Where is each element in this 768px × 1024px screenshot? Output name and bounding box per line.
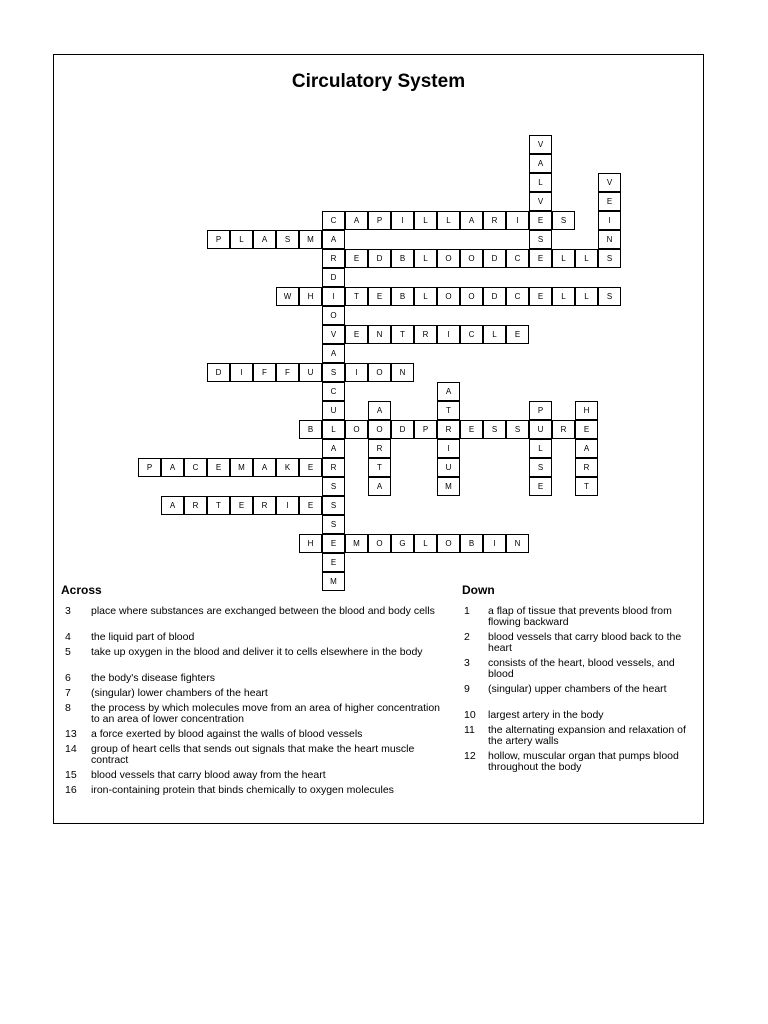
grid-cell: M — [345, 534, 368, 553]
grid-cell: S — [598, 287, 621, 306]
grid-cell: R — [368, 439, 391, 458]
clue-number: 3 — [65, 605, 71, 617]
clue-number: 12 — [464, 750, 476, 762]
grid-cell: O — [460, 249, 483, 268]
grid-cell: R — [552, 420, 575, 439]
grid-cell: O — [437, 249, 460, 268]
clue-text: blood vessels that carry blood back to the heart — [488, 631, 682, 654]
grid-cell: B — [391, 287, 414, 306]
grid-cell: S — [529, 230, 552, 249]
grid-cell: L — [230, 230, 253, 249]
grid-cell: O — [437, 287, 460, 306]
grid-cell: L — [552, 249, 575, 268]
grid-cell: V — [322, 325, 345, 344]
grid-cell: N — [598, 230, 621, 249]
grid-cell: S — [529, 458, 552, 477]
grid-cell: I — [230, 363, 253, 382]
grid-cell: B — [460, 534, 483, 553]
grid-cell: H — [299, 534, 322, 553]
clue-number: 16 — [65, 784, 77, 796]
grid-cell: U — [322, 401, 345, 420]
grid-cell: S — [322, 515, 345, 534]
grid-cell: F — [253, 363, 276, 382]
grid-cell: E — [598, 192, 621, 211]
grid-cell: C — [184, 458, 207, 477]
grid-cell: E — [529, 477, 552, 496]
clue-text: the alternating expansion and relaxation of the artery walls — [488, 724, 686, 747]
clue-text: blood vessels that carry blood away from the heart — [91, 769, 326, 781]
grid-cell: D — [207, 363, 230, 382]
grid-cell: E — [345, 325, 368, 344]
grid-cell: E — [322, 534, 345, 553]
grid-cell: E — [506, 325, 529, 344]
grid-cell: N — [391, 363, 414, 382]
grid-cell: A — [161, 496, 184, 515]
clue-text: (singular) upper chambers of the heart — [488, 683, 667, 695]
grid-cell: O — [437, 534, 460, 553]
clue-number: 7 — [65, 687, 71, 699]
grid-cell: S — [483, 420, 506, 439]
grid-cell: E — [529, 287, 552, 306]
grid-cell: T — [368, 458, 391, 477]
grid-cell: R — [184, 496, 207, 515]
grid-cell: D — [322, 268, 345, 287]
grid-cell: L — [575, 249, 598, 268]
grid-cell: I — [322, 287, 345, 306]
grid-cell: A — [575, 439, 598, 458]
grid-cell: R — [575, 458, 598, 477]
grid-cell: V — [529, 135, 552, 154]
clue-number: 15 — [65, 769, 77, 781]
grid-cell: A — [322, 439, 345, 458]
grid-cell: L — [552, 287, 575, 306]
grid-cell: C — [460, 325, 483, 344]
grid-cell: M — [437, 477, 460, 496]
clue-text: (singular) lower chambers of the heart — [91, 687, 268, 699]
grid-cell: E — [299, 496, 322, 515]
grid-cell: I — [598, 211, 621, 230]
grid-cell: P — [414, 420, 437, 439]
grid-cell: I — [437, 325, 460, 344]
grid-cell: S — [276, 230, 299, 249]
grid-cell: O — [460, 287, 483, 306]
grid-cell: S — [552, 211, 575, 230]
clue-text: group of heart cells that sends out signals that make the heart muscle contract — [91, 743, 415, 766]
grid-cell: A — [437, 382, 460, 401]
grid-cell: A — [368, 477, 391, 496]
grid-cell: C — [322, 382, 345, 401]
grid-cell: S — [322, 363, 345, 382]
clue-number: 9 — [464, 683, 470, 695]
grid-cell: H — [299, 287, 322, 306]
grid-cell: E — [460, 420, 483, 439]
clue-number: 8 — [65, 702, 71, 714]
worksheet-frame — [53, 54, 704, 824]
grid-cell: L — [414, 534, 437, 553]
grid-cell: N — [506, 534, 529, 553]
grid-cell: H — [575, 401, 598, 420]
clue-number: 13 — [65, 728, 77, 740]
grid-cell: R — [483, 211, 506, 230]
grid-cell: O — [345, 420, 368, 439]
grid-cell: T — [345, 287, 368, 306]
grid-cell: A — [253, 230, 276, 249]
grid-cell: S — [322, 477, 345, 496]
grid-cell: G — [391, 534, 414, 553]
grid-cell: E — [299, 458, 322, 477]
grid-cell: A — [322, 344, 345, 363]
grid-cell: A — [368, 401, 391, 420]
clue-text: iron-containing protein that binds chemically to oxygen molecules — [91, 784, 394, 796]
grid-cell: A — [529, 154, 552, 173]
grid-cell: I — [483, 534, 506, 553]
grid-cell: L — [529, 439, 552, 458]
grid-cell: P — [207, 230, 230, 249]
grid-cell: T — [391, 325, 414, 344]
grid-cell: A — [161, 458, 184, 477]
grid-cell: W — [276, 287, 299, 306]
grid-cell: R — [322, 249, 345, 268]
grid-cell: E — [230, 496, 253, 515]
grid-cell: D — [483, 287, 506, 306]
grid-cell: M — [322, 572, 345, 591]
down-heading: Down — [462, 583, 495, 597]
grid-cell: L — [322, 420, 345, 439]
grid-cell: A — [345, 211, 368, 230]
grid-cell: I — [345, 363, 368, 382]
grid-cell: A — [460, 211, 483, 230]
clue-number: 11 — [464, 724, 475, 736]
grid-cell: L — [575, 287, 598, 306]
grid-cell: V — [598, 173, 621, 192]
grid-cell: L — [414, 211, 437, 230]
clue-number: 5 — [65, 646, 71, 658]
grid-cell: D — [368, 249, 391, 268]
grid-cell: S — [322, 496, 345, 515]
grid-cell: D — [391, 420, 414, 439]
clue-text: the liquid part of blood — [91, 631, 195, 643]
grid-cell: P — [529, 401, 552, 420]
clue-number: 10 — [464, 709, 476, 721]
grid-cell: B — [391, 249, 414, 268]
grid-cell: N — [368, 325, 391, 344]
grid-cell: C — [506, 287, 529, 306]
grid-cell: R — [253, 496, 276, 515]
grid-cell: E — [322, 553, 345, 572]
grid-cell: I — [391, 211, 414, 230]
grid-cell: E — [345, 249, 368, 268]
grid-cell: E — [529, 249, 552, 268]
grid-cell: I — [506, 211, 529, 230]
grid-cell: B — [299, 420, 322, 439]
grid-cell: M — [230, 458, 253, 477]
clue-text: a flap of tissue that prevents blood from flowing backward — [488, 605, 672, 628]
grid-cell: S — [598, 249, 621, 268]
grid-cell: E — [368, 287, 391, 306]
grid-cell: U — [299, 363, 322, 382]
grid-cell: O — [368, 363, 391, 382]
grid-cell: L — [414, 287, 437, 306]
clue-number: 2 — [464, 631, 470, 643]
grid-cell: L — [483, 325, 506, 344]
grid-cell: O — [368, 420, 391, 439]
grid-cell: T — [575, 477, 598, 496]
grid-cell: R — [322, 458, 345, 477]
clue-number: 14 — [65, 743, 77, 755]
clue-text: take up oxygen in the blood and deliver it to cells elsewhere in the body — [91, 646, 423, 658]
grid-cell: T — [207, 496, 230, 515]
grid-cell: A — [253, 458, 276, 477]
grid-cell: I — [276, 496, 299, 515]
grid-cell: O — [368, 534, 391, 553]
grid-cell: M — [299, 230, 322, 249]
grid-cell: F — [276, 363, 299, 382]
grid-cell: C — [322, 211, 345, 230]
clue-text: hollow, muscular organ that pumps blood throughout the body — [488, 750, 679, 773]
grid-cell: T — [437, 401, 460, 420]
grid-cell: V — [529, 192, 552, 211]
clue-text: the process by which molecules move from an area of higher concentration to an area of lower concentration — [91, 702, 441, 725]
grid-cell: P — [368, 211, 391, 230]
grid-cell: L — [414, 249, 437, 268]
grid-cell: I — [437, 439, 460, 458]
grid-cell: E — [207, 458, 230, 477]
clue-text: consists of the heart, blood vessels, and blood — [488, 657, 675, 680]
grid-cell: D — [483, 249, 506, 268]
grid-cell: R — [414, 325, 437, 344]
clue-number: 6 — [65, 672, 71, 684]
grid-cell: C — [506, 249, 529, 268]
clue-number: 3 — [464, 657, 470, 669]
grid-cell: L — [529, 173, 552, 192]
page-title: Circulatory System — [291, 71, 466, 92]
grid-cell: K — [276, 458, 299, 477]
grid-cell: E — [575, 420, 598, 439]
grid-cell: L — [437, 211, 460, 230]
clue-text: place where substances are exchanged between the blood and body cells — [91, 605, 435, 617]
clue-number: 1 — [464, 605, 470, 617]
grid-cell: A — [322, 230, 345, 249]
clue-number: 4 — [65, 631, 71, 643]
clue-text: the body's disease fighters — [91, 672, 215, 684]
clue-text: largest artery in the body — [488, 709, 604, 721]
grid-cell: E — [529, 211, 552, 230]
grid-cell: U — [437, 458, 460, 477]
grid-cell: R — [437, 420, 460, 439]
across-heading: Across — [61, 583, 102, 597]
grid-cell: P — [138, 458, 161, 477]
grid-cell: O — [322, 306, 345, 325]
grid-cell: S — [506, 420, 529, 439]
grid-cell: U — [529, 420, 552, 439]
clue-text: a force exerted by blood against the walls of blood vessels — [91, 728, 363, 740]
